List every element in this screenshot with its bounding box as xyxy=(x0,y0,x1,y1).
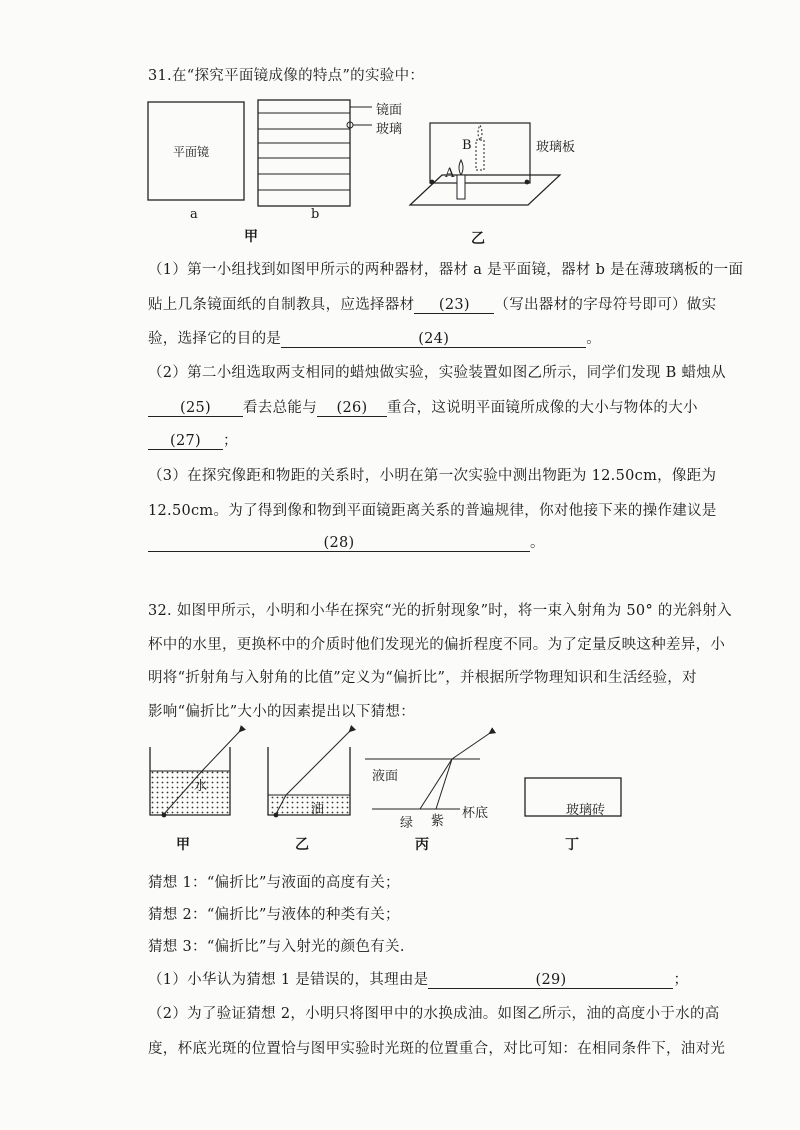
q31-figure xyxy=(140,95,600,245)
q32-line2: 杯中的水里，更换杯中的介质时他们发现光的偏折程度不同。为了定量反映这种差异，小 xyxy=(148,637,726,653)
blank-26[interactable] xyxy=(317,400,387,417)
q31-p2-line3 xyxy=(148,429,238,450)
blank-27[interactable] xyxy=(148,433,223,450)
q31-p1-line1: （1）第一小组找到如图甲所示的两种器材，器材 a 是平面镜，器材 b 是在薄玻璃板的一面 xyxy=(148,262,744,278)
q31-p2-text-b: 重合，这说明平面镜所成像的大小与物体的大小 xyxy=(387,400,698,416)
fig-yi-B-label: B xyxy=(462,138,472,153)
blank-28-label: (28) xyxy=(323,535,355,551)
blank-25-label: (25) xyxy=(180,400,211,416)
q32-sub2-line1: （2）为了验证猜想 2，小明只将图甲中的水换成油。如图乙所示，油的高度小于水的高 xyxy=(148,1006,720,1022)
q32-sub1 xyxy=(148,968,688,989)
fig-a-text: 平面镜 xyxy=(173,145,210,159)
q32-line4: 影响“偏折比”大小的因素提出以下猜想： xyxy=(148,704,416,720)
q31-p1-line2 xyxy=(148,293,716,314)
fig-32-caption-jia: 甲 xyxy=(176,837,190,853)
blank-27-label: (27) xyxy=(170,433,201,449)
blank-24-label: (24) xyxy=(418,331,450,347)
fig-b-label: b xyxy=(311,207,320,222)
q31-p2-text-c: ； xyxy=(223,433,238,449)
fig-b-glass-label: 玻璃 xyxy=(376,122,403,137)
blank-26-label: (26) xyxy=(336,400,368,416)
fig-surface-label: 液面 xyxy=(372,769,399,784)
q32-line3: 明将“折射角与入射角的比值”定义为“偏折比”，并根据所学物理知识和生活经验，对 xyxy=(148,670,697,686)
fig-32-caption-ding: 丁 xyxy=(565,837,579,853)
q32-guess-2: 猜想 2：“偏折比”与液体的种类有关； xyxy=(148,907,400,923)
q31-p2-text-a: 看去总能与 xyxy=(243,400,317,416)
fig-32-caption-bing: 丙 xyxy=(415,837,429,853)
q31-p3-line2: 12.50cm。为了得到像和物到平面镜距离关系的普遍规律，你对他接下来的操作建议是 xyxy=(148,503,717,519)
blank-24[interactable] xyxy=(281,331,586,348)
q31-p3-line3 xyxy=(148,531,545,552)
q31-p2-line1: （2）第二小组选取两支相同的蜡烛做实验，实验装置如图乙所示，同学们发现 B 蜡烛从 xyxy=(148,365,726,381)
q32-sub2-line2: 度，杯底光斑的位置恰与图甲实验时光斑的位置重合，对比可知：在相同条件下，油对光 xyxy=(148,1041,726,1057)
fig-green-label: 绿 xyxy=(400,816,414,831)
fig-31-caption-yi: 乙 xyxy=(471,231,485,247)
q32-sub1-text-a: （1）小华认为猜想 1 是错误的，其理由是 xyxy=(148,972,429,988)
fig-yi-A-label: A xyxy=(445,166,455,181)
q31-p1-text-a: 贴上几条镜面纸的自制教具，应选择器材 xyxy=(148,297,415,313)
q31-title: 31.在“探究平面镜成像的特点”的实验中： xyxy=(148,68,425,84)
blank-25[interactable] xyxy=(148,400,243,417)
q31-p1-text-d: 。 xyxy=(586,331,602,347)
q32-sub1-text-b: ； xyxy=(673,972,689,988)
fig-purple-label: 紫 xyxy=(431,814,445,829)
blank-23-label: (23) xyxy=(438,297,470,313)
fig-water-label: 水 xyxy=(194,779,208,794)
blank-23[interactable] xyxy=(414,297,494,314)
blank-29-label: (29) xyxy=(535,972,567,988)
q31-p1-line3 xyxy=(148,327,601,348)
blank-28[interactable] xyxy=(148,535,530,552)
fig-bottom-label: 杯底 xyxy=(462,806,489,821)
fig-a-label: a xyxy=(190,207,198,222)
fig-31-caption-jia: 甲 xyxy=(244,229,258,245)
blank-29[interactable] xyxy=(428,972,673,989)
q31-p3-text-a: 。 xyxy=(530,535,545,551)
fig-oil-label: 油 xyxy=(311,802,325,817)
q31-p1-text-c: 验，选择它的目的是 xyxy=(148,331,282,347)
fig-yi-plate-label: 玻璃板 xyxy=(536,140,576,155)
fig-b-mirror-label: 镜面 xyxy=(376,103,403,118)
fig-brick-label: 玻璃砖 xyxy=(566,803,606,818)
q32-guess-3: 猜想 3：“偏折比”与入射光的颜色有关. xyxy=(148,939,405,955)
q32-guess-1: 猜想 1：“偏折比”与液面的高度有关； xyxy=(148,875,400,891)
q31-p2-line2 xyxy=(148,396,698,417)
fig-32-caption-yi: 乙 xyxy=(295,837,309,853)
q31-p3-line1: （3）在探究像距和物距的关系时，小明在第一次实验中测出物距为 12.50cm，像距为 xyxy=(148,468,717,484)
q32-line1: 32. 如图甲所示，小明和小华在探究“光的折射现象”时，将一束入射角为 50° 的光斜射入 xyxy=(148,603,732,619)
q31-p1-text-b: （写出器材的字母符号即可）做实 xyxy=(494,297,717,313)
